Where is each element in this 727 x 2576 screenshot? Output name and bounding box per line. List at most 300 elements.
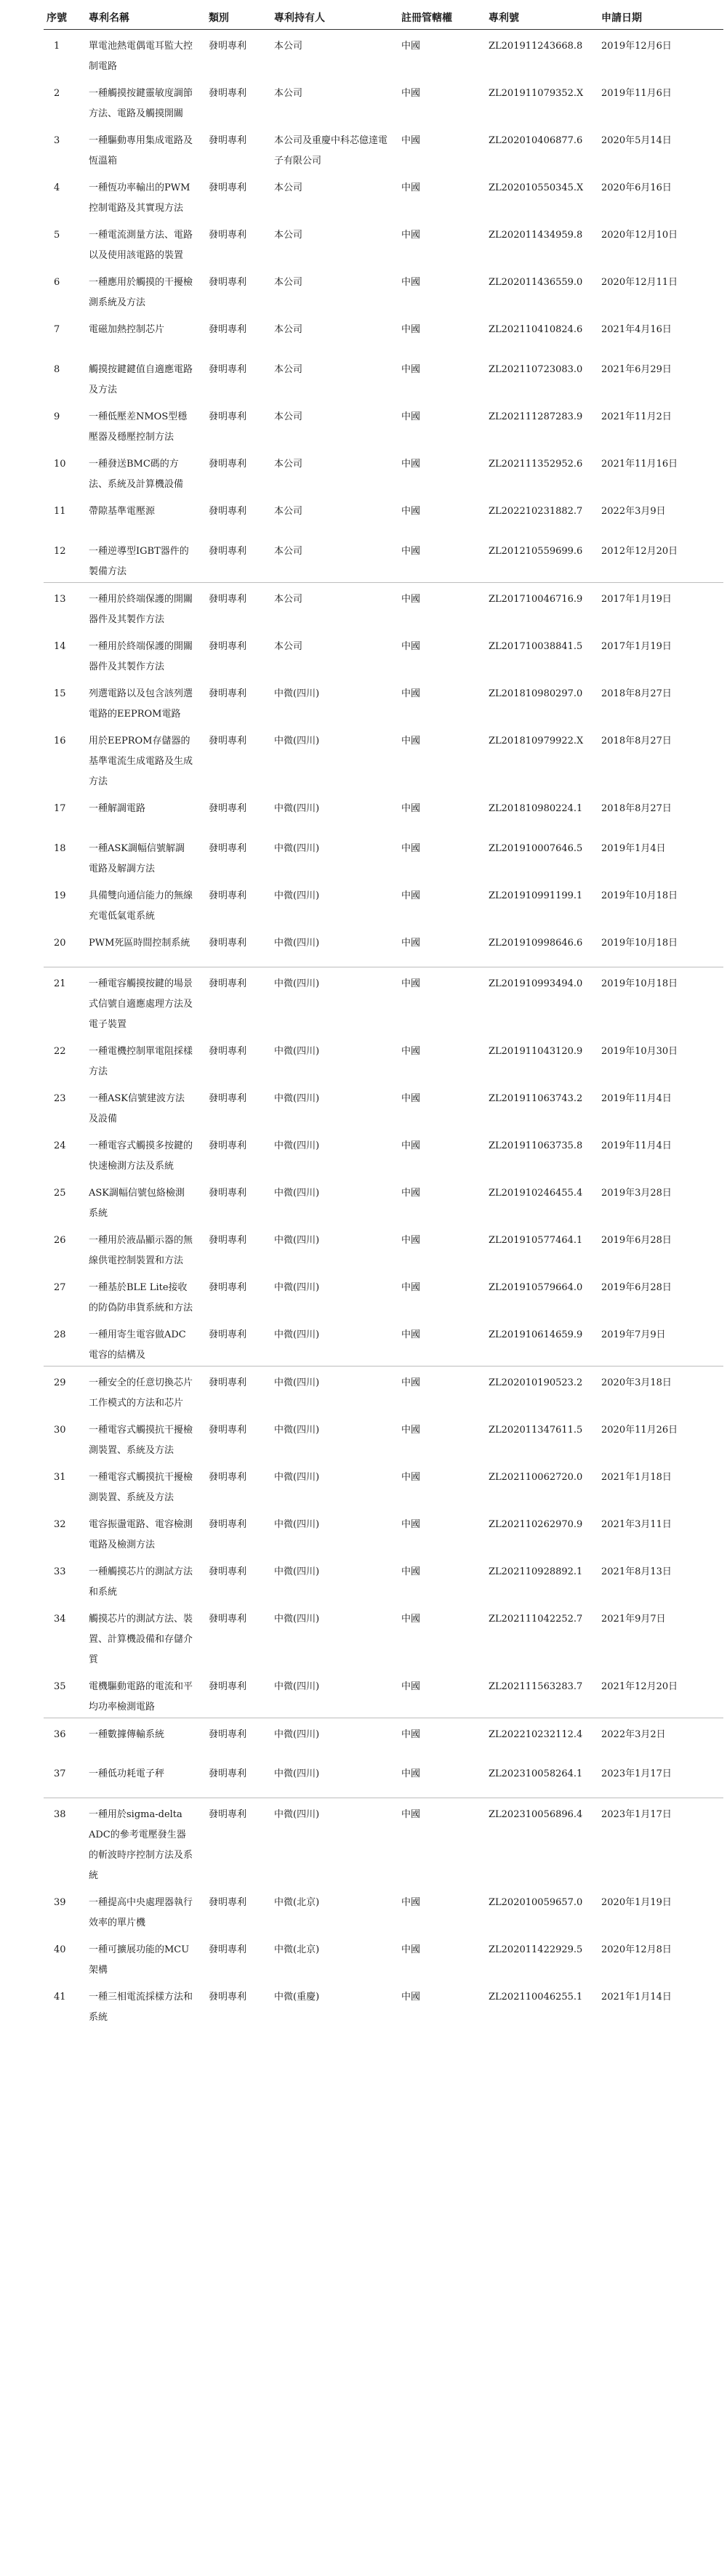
table-row (44, 1555, 723, 1603)
patent-type: 發明專利 (209, 411, 247, 422)
patent-type: 發明專利 (209, 1613, 247, 1625)
table-row (44, 353, 723, 401)
patent-number: ZL202110928892.1 (489, 1566, 583, 1577)
application-date: 2021年11月16日 (601, 459, 678, 470)
patent-holder: 本公司 (274, 230, 303, 241)
jurisdiction: 中國 (401, 1234, 421, 1246)
table-row (44, 677, 723, 725)
patent-holder: 中微(四川) (274, 1329, 320, 1340)
patent-name: 一種安全的任意切換芯片工作模式的方法和芯片 (86, 1366, 206, 1414)
jurisdiction: 中國 (401, 890, 421, 901)
table-header-row (44, 4, 723, 30)
patent-type: 發明專利 (206, 1366, 271, 1414)
row-number: 8 (54, 364, 60, 375)
patent-holder: 中微(四川) (271, 1718, 398, 1758)
patent-name: 一種數據傳輸系統 (86, 1718, 206, 1758)
patent-name: 電容振盪電路、電容檢測電路及檢測方法 (89, 1518, 193, 1550)
application-date: 2021年11月2日 (601, 411, 672, 422)
patent-holder: 中微(四川) (274, 688, 320, 699)
table-row (44, 313, 723, 353)
application-date: 2018年8月27日 (601, 736, 672, 746)
row-number: 22 (54, 1045, 66, 1057)
patent-type: 發明專利 (209, 41, 247, 52)
patent-type: 發明專利 (209, 1896, 247, 1908)
application-date: 2020年6月16日 (601, 182, 672, 193)
patent-holder: 中微(四川) (274, 1140, 320, 1151)
patent-number: ZL202010190523.2 (486, 1366, 598, 1414)
patent-type: 發明專利 (209, 277, 247, 288)
patent-name: 一種恆功率輸出的PWM控制電路及其實現方法 (89, 182, 190, 214)
patent-number: ZL202110062720.0 (489, 1471, 583, 1483)
table-row (44, 1366, 723, 1414)
application-date: 2021年12月20日 (601, 1681, 678, 1692)
header-name: 專利名稱 (86, 4, 206, 30)
table-row (44, 927, 723, 967)
table-row (44, 1758, 723, 1798)
row-number: 36 (44, 1718, 86, 1758)
patent-number: ZL202110046255.1 (489, 1991, 583, 2003)
application-date: 2020年12月11日 (601, 277, 678, 288)
table-row (44, 535, 723, 583)
patent-number: ZL202010059657.0 (489, 1896, 583, 1908)
table-row (44, 630, 723, 677)
jurisdiction: 中國 (401, 1092, 421, 1104)
table-row (44, 495, 723, 535)
patent-number: ZL201910577464.1 (489, 1234, 583, 1246)
patent-name: 一種低壓差NMOS型穩壓器及穩壓控制方法 (89, 411, 188, 443)
patent-holder: 中微(四川) (274, 1471, 320, 1483)
jurisdiction: 中國 (401, 364, 421, 375)
patent-name: 用於EEPROM存儲器的基準電流生成電路及生成方法 (89, 736, 193, 787)
patent-number: ZL202010550345.X (489, 182, 584, 193)
patent-type: 發明專利 (209, 641, 247, 652)
patent-name: 一種發送BMC碼的方法、系統及計算機設備 (89, 459, 184, 490)
patent-type: 發明專利 (209, 803, 247, 814)
patent-number: ZL202210231882.7 (489, 506, 583, 517)
application-date: 2019年12月6日 (601, 41, 672, 52)
patent-type: 發明專利 (209, 230, 247, 241)
table-row (44, 725, 723, 792)
patent-number: ZL201810980297.0 (489, 688, 583, 699)
table-row (44, 30, 723, 78)
patent-name: ASK調幅信號包絡檢測系統 (89, 1187, 185, 1219)
jurisdiction: 中國 (401, 1471, 421, 1483)
row-number: 4 (54, 182, 60, 193)
application-date: 2021年1月18日 (601, 1471, 672, 1483)
row-number: 32 (54, 1518, 66, 1530)
patent-holder: 中微(四川) (271, 967, 398, 1035)
patent-number: ZL202111352952.6 (489, 459, 583, 470)
patent-type: 發明專利 (209, 688, 247, 699)
patent-holder: 中微(四川) (274, 1566, 320, 1577)
patent-number: ZL201911063743.2 (489, 1092, 583, 1104)
patent-holder: 中微(四川) (274, 736, 320, 746)
application-date: 2020年1月19日 (601, 1896, 672, 1908)
patent-type: 發明專利 (209, 1281, 247, 1293)
row-number: 28 (54, 1329, 66, 1340)
patent-name: 觸摸芯片的測試方法、裝置、計算機設備和存儲介質 (89, 1613, 193, 1665)
jurisdiction: 中國 (398, 1798, 486, 1886)
patent-number: ZL202111563283.7 (489, 1681, 583, 1692)
application-date: 2021年3月11日 (601, 1518, 672, 1530)
patent-type: 發明專利 (206, 1718, 271, 1758)
patent-holder: 中微(四川) (271, 1366, 398, 1414)
row-number: 34 (54, 1613, 66, 1625)
header-date: 申請日期 (598, 4, 723, 30)
patent-number: ZL202011434959.8 (489, 230, 583, 241)
patent-type: 發明專利 (209, 843, 247, 854)
jurisdiction: 中國 (401, 1140, 421, 1151)
table-row (44, 77, 723, 124)
patent-name: 一種電容式觸摸抗干擾檢測裝置、系統及方法 (89, 1471, 193, 1503)
application-date: 2023年1月17日 (601, 1768, 672, 1779)
jurisdiction: 中國 (401, 182, 421, 193)
patent-type: 發明專利 (209, 736, 247, 746)
table-row (44, 1718, 723, 1758)
row-number: 27 (54, 1281, 66, 1293)
patent-table (44, 4, 723, 2028)
row-number: 41 (54, 1991, 66, 2003)
patent-number: ZL201911043120.9 (489, 1045, 583, 1057)
table-row (44, 1082, 723, 1130)
application-date: 2019年1月4日 (601, 843, 666, 854)
patent-number: ZL201910579664.0 (489, 1281, 583, 1293)
patent-holder: 本公司 (274, 364, 303, 375)
jurisdiction: 中國 (401, 135, 421, 146)
patent-holder: 中微(四川) (274, 1613, 320, 1625)
table-row (44, 448, 723, 495)
patent-type: 發明專利 (209, 1329, 247, 1340)
table-row (44, 124, 723, 172)
application-date: 2017年1月19日 (601, 641, 672, 652)
header-jurisdiction: 註冊管轄權 (398, 4, 486, 30)
table-row (44, 1130, 723, 1177)
jurisdiction: 中國 (401, 506, 421, 517)
patent-type: 發明專利 (209, 1768, 247, 1779)
patent-name: 具備雙向通信能力的無線充電低氣電系統 (89, 890, 193, 922)
patent-name: 一種用於終端保護的開關器件及其製作方法 (89, 641, 193, 672)
patent-number: ZL202310056896.4 (486, 1798, 598, 1886)
patent-holder: 中微(北京) (274, 1944, 320, 1955)
application-date: 2020年12月10日 (601, 230, 678, 241)
row-number: 24 (54, 1140, 66, 1151)
patent-type: 發明專利 (206, 1798, 271, 1886)
patent-name: PWM死區時間控制系統 (89, 938, 190, 949)
jurisdiction: 中國 (401, 88, 421, 99)
patent-name: 一種ASK調幅信號解調電路及解調方法 (89, 843, 185, 874)
patent-name: 一種電機控制單電阻採樣方法 (89, 1045, 193, 1077)
patent-type: 發明專利 (209, 1681, 247, 1692)
patent-name: 一種用於sigma-delta ADC的參考電壓發生器的斬波時序控制方法及系統 (86, 1798, 206, 1886)
row-number: 23 (54, 1092, 66, 1104)
row-number: 1 (54, 41, 60, 52)
patent-number: ZL201710038841.5 (489, 641, 583, 652)
jurisdiction: 中國 (401, 1566, 421, 1577)
table-row (44, 967, 723, 1035)
table-row (44, 1177, 723, 1224)
patent-holder: 本公司 (274, 546, 303, 557)
row-number: 9 (54, 411, 60, 422)
application-date: 2020年11月26日 (601, 1424, 678, 1436)
row-number: 13 (44, 583, 86, 631)
patent-number: ZL201910991199.1 (489, 890, 583, 901)
patent-holder: 中微(重慶) (274, 1991, 320, 2003)
patent-holder: 本公司 (274, 459, 303, 470)
patent-name: 一種用寄生電容做ADC電容的結構及 (89, 1329, 186, 1361)
patent-number: ZL202011347611.5 (489, 1424, 583, 1436)
patent-name: 一種可擴展功能的MCU架構 (89, 1944, 190, 1976)
patent-holder: 中微(四川) (274, 1681, 320, 1692)
row-number: 18 (54, 843, 66, 854)
patent-type: 發明專利 (209, 938, 247, 949)
row-number: 31 (54, 1471, 66, 1483)
patent-name: 一種電容觸摸按鍵的場景式信號自適應處理方法及電子裝置 (86, 967, 206, 1035)
patent-number: ZL202011436559.0 (489, 277, 583, 288)
patent-type: 發明專利 (209, 324, 247, 335)
application-date: 2019年3月28日 (601, 1187, 672, 1199)
row-number: 12 (54, 546, 66, 557)
application-date: 2021年8月13日 (601, 1566, 672, 1577)
jurisdiction: 中國 (398, 583, 486, 631)
table-row (44, 1981, 723, 2028)
jurisdiction: 中國 (401, 324, 421, 335)
application-date: 2019年10月30日 (601, 1045, 678, 1057)
row-number: 15 (54, 688, 66, 699)
jurisdiction: 中國 (401, 546, 421, 557)
jurisdiction: 中國 (398, 1718, 486, 1758)
patent-name: 一種應用於觸摸的干擾檢測系統及方法 (89, 277, 193, 308)
application-date: 2017年1月19日 (598, 583, 723, 631)
patent-holder: 本公司 (274, 506, 303, 517)
patent-holder: 本公司 (274, 277, 303, 288)
header-no: 序號 (44, 4, 86, 30)
jurisdiction: 中國 (401, 277, 421, 288)
table-row (44, 219, 723, 266)
patent-name: 一種觸摸芯片的測試方法和系統 (89, 1566, 193, 1598)
patent-number: ZL202110410824.6 (489, 324, 583, 335)
table-row (44, 1603, 723, 1670)
application-date: 2021年4月16日 (601, 324, 672, 335)
patent-number: ZL201910614659.9 (489, 1329, 583, 1340)
patent-type: 發明專利 (209, 1140, 247, 1151)
patent-type: 發明專利 (209, 1234, 247, 1246)
header-patent-no: 專利號 (486, 4, 598, 30)
patent-holder: 中微(四川) (274, 1092, 320, 1104)
jurisdiction: 中國 (398, 1366, 486, 1414)
application-date: 2019年11月6日 (601, 88, 672, 99)
row-number: 37 (54, 1768, 66, 1779)
patent-number: ZL201710046716.9 (486, 583, 598, 631)
patent-type: 發明專利 (206, 967, 271, 1035)
jurisdiction: 中國 (401, 411, 421, 422)
jurisdiction: 中國 (401, 1187, 421, 1199)
row-number: 11 (54, 506, 66, 517)
patent-type: 發明專利 (209, 506, 247, 517)
table-row (44, 1035, 723, 1082)
row-number: 25 (54, 1187, 66, 1199)
patent-name: 一種提高中央處理器執行效率的單片機 (89, 1896, 193, 1928)
application-date: 2019年11月4日 (601, 1140, 672, 1151)
patent-type: 發明專利 (209, 1518, 247, 1530)
table-row (44, 1414, 723, 1461)
application-date: 2023年1月17日 (598, 1798, 723, 1886)
patent-type: 發明專利 (209, 1045, 247, 1057)
jurisdiction: 中國 (401, 938, 421, 949)
application-date: 2020年3月18日 (598, 1366, 723, 1414)
patent-holder: 本公司 (274, 88, 303, 99)
patent-holder: 中微(四川) (274, 890, 320, 901)
table-row (44, 1319, 723, 1367)
patent-name: 一種電容式觸摸抗干擾檢測裝置、系統及方法 (89, 1424, 193, 1456)
row-number: 35 (54, 1681, 66, 1692)
row-number: 29 (44, 1366, 86, 1414)
patent-name: 電磁加熱控制芯片 (89, 324, 165, 335)
application-date: 2020年5月14日 (601, 135, 672, 146)
patent-number: ZL202011422929.5 (489, 1944, 583, 1955)
row-number: 21 (44, 967, 86, 1035)
application-date: 2019年7月9日 (601, 1329, 666, 1340)
patent-type: 發明專利 (209, 1471, 247, 1483)
row-number: 14 (54, 641, 66, 652)
patent-type: 發明專利 (209, 1092, 247, 1104)
patent-type: 發明專利 (206, 583, 271, 631)
patent-name: 電機驅動電路的電流和平均功率檢測電路 (89, 1681, 193, 1712)
patent-type: 發明專利 (209, 459, 247, 470)
patent-holder: 本公司 (274, 324, 303, 335)
application-date: 2012年12月20日 (601, 546, 678, 557)
row-number: 16 (54, 736, 66, 746)
patent-holder: 中微(四川) (274, 1045, 320, 1057)
patent-name: 列選電路以及包含該列選電路的EEPROM電路 (89, 688, 193, 720)
patent-type: 發明專利 (209, 1566, 247, 1577)
jurisdiction: 中國 (401, 1424, 421, 1436)
table-row (44, 1933, 723, 1981)
patent-number: ZL201911063735.8 (489, 1140, 583, 1151)
patent-type: 發明專利 (209, 1187, 247, 1199)
row-number: 40 (54, 1944, 66, 1955)
table-row (44, 172, 723, 219)
jurisdiction: 中國 (401, 1896, 421, 1908)
patent-number: ZL202110262970.9 (489, 1518, 583, 1530)
patent-type: 發明專利 (209, 890, 247, 901)
table-row (44, 1461, 723, 1508)
application-date: 2019年10月18日 (598, 967, 723, 1035)
application-date: 2019年11月4日 (601, 1092, 672, 1104)
patent-number: ZL202110723083.0 (489, 364, 583, 375)
patent-number: ZL202010406877.6 (489, 135, 583, 146)
application-date: 2019年10月18日 (601, 938, 678, 949)
patent-holder: 中微(四川) (274, 1424, 320, 1436)
jurisdiction: 中國 (401, 1681, 421, 1692)
patent-number: ZL201911079352.X (489, 88, 584, 99)
row-number: 2 (54, 88, 60, 99)
jurisdiction: 中國 (401, 1329, 421, 1340)
patent-number: ZL201910998646.6 (489, 938, 583, 949)
patent-name: 一種用於液晶顯示器的無線供電控制裝置和方法 (89, 1234, 193, 1266)
row-number: 5 (54, 230, 60, 241)
patent-holder: 中微(四川) (274, 803, 320, 814)
jurisdiction: 中國 (398, 967, 486, 1035)
patent-holder: 本公司 (274, 41, 303, 52)
patent-number: ZL201810979922.X (489, 736, 584, 746)
patent-name: 一種電流測量方法、電路以及使用該電路的裝置 (89, 230, 193, 261)
patent-holder: 中微(四川) (274, 1187, 320, 1199)
jurisdiction: 中國 (401, 843, 421, 854)
table-row (44, 583, 723, 631)
table-row (44, 401, 723, 448)
patent-number: ZL201911243668.8 (489, 41, 583, 52)
application-date: 2019年6月28日 (601, 1281, 672, 1293)
patent-holder: 本公司及重慶中科芯億達電子有限公司 (274, 135, 388, 166)
patent-name: 帶隙基準電壓源 (89, 506, 156, 517)
patent-type: 發明專利 (209, 135, 247, 146)
row-number: 20 (54, 938, 66, 949)
patent-number: ZL201910993494.0 (486, 967, 598, 1035)
patent-number: ZL201810980224.1 (489, 803, 583, 814)
table-row (44, 880, 723, 927)
patent-name: 一種基於BLE Lite接收的防偽防串貨系統和方法 (89, 1281, 193, 1313)
patent-holder: 中微(四川) (274, 1234, 320, 1246)
jurisdiction: 中國 (401, 41, 421, 52)
patent-name: 一種三相電流採樣方法和系統 (89, 1991, 193, 2023)
patent-name: 一種用於終端保護的開關器件及其製作方法 (86, 583, 206, 631)
jurisdiction: 中國 (401, 1281, 421, 1293)
patent-number: ZL202310058264.1 (489, 1768, 583, 1779)
patent-type: 發明專利 (209, 182, 247, 193)
patent-holder: 中微(四川) (274, 1768, 320, 1779)
row-number: 6 (54, 277, 60, 288)
row-number: 38 (44, 1798, 86, 1886)
patent-type: 發明專利 (209, 546, 247, 557)
jurisdiction: 中國 (401, 1613, 421, 1625)
patent-name: 一種電容式觸摸多按鍵的快速檢測方法及系統 (89, 1140, 193, 1172)
patent-name: 一種ASK信號建波方法及設備 (89, 1092, 185, 1124)
application-date: 2018年8月27日 (601, 688, 672, 699)
row-number: 3 (54, 135, 60, 146)
application-date: 2019年10月18日 (601, 890, 678, 901)
table-row (44, 1670, 723, 1718)
patent-name: 一種逆導型IGBT器件的製備方法 (89, 546, 189, 577)
jurisdiction: 中國 (401, 736, 421, 746)
jurisdiction: 中國 (401, 641, 421, 652)
table-row (44, 1886, 723, 1933)
patent-name: 一種觸摸按鍵靈敏度調節方法、電路及觸摸開關 (89, 88, 193, 119)
patent-holder: 本公司 (274, 182, 303, 193)
patent-number: ZL202111042252.7 (489, 1613, 583, 1625)
patent-holder: 中微(四川) (274, 843, 320, 854)
table-row (44, 832, 723, 880)
patent-type: 發明專利 (209, 1944, 247, 1955)
jurisdiction: 中國 (401, 1045, 421, 1057)
patent-holder: 本公司 (274, 641, 303, 652)
patent-holder: 中微(四川) (274, 1518, 320, 1530)
patent-number: ZL201910007646.5 (489, 843, 583, 854)
table-row (44, 792, 723, 832)
application-date: 2022年3月2日 (598, 1718, 723, 1758)
row-number: 10 (54, 459, 66, 470)
table-row (44, 1508, 723, 1555)
patent-name: 一種低功耗電子秤 (89, 1768, 165, 1779)
jurisdiction: 中國 (401, 1944, 421, 1955)
table-row (44, 1224, 723, 1271)
application-date: 2021年6月29日 (601, 364, 672, 375)
row-number: 33 (54, 1566, 66, 1577)
table-row (44, 266, 723, 313)
patent-number: ZL201210559699.6 (489, 546, 583, 557)
application-date: 2021年9月7日 (601, 1613, 666, 1625)
row-number: 39 (54, 1896, 66, 1908)
jurisdiction: 中國 (401, 688, 421, 699)
